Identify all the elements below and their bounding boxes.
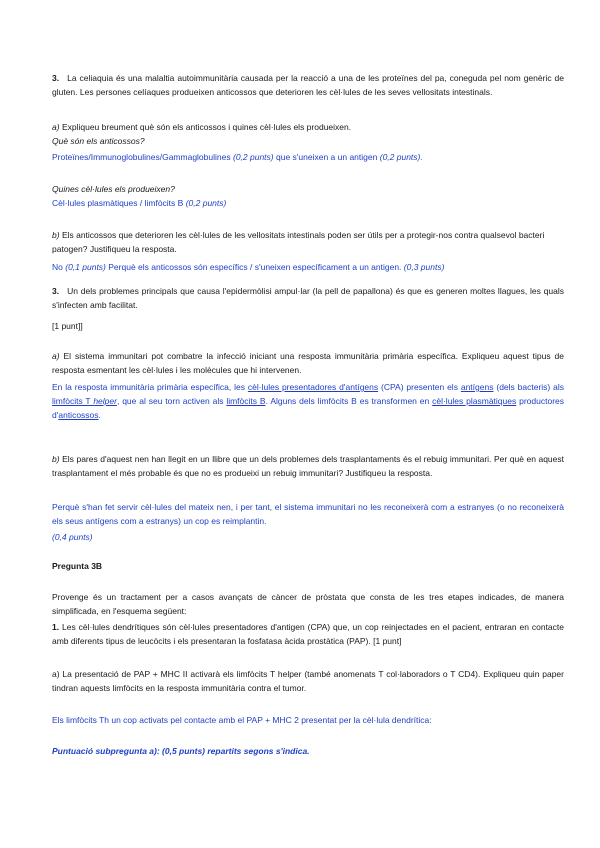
p3b-score: Puntuació subpregunta a): (0,5 punts) repartits segons s'indica.: [52, 746, 310, 756]
part-a-text: Expliqueu breument què són els anticossos i quines cèl·lules els produeixen.: [61, 122, 352, 132]
part-a-text: El sistema immunitari pot combatre la infecció iniciant una resposta immunitària primària específica. Expliqueu aquest tipus de resposta esmentant les cèl·lules i les molècules que hi intervenen.: [52, 351, 564, 376]
part-a-label: a): [52, 122, 60, 132]
answer-text: Perquè els anticossos són específics / s'uneixen específicament a un antigen.: [108, 262, 402, 272]
question-number: 3.: [52, 286, 60, 296]
q3a-intro-text: La celiaquia és una malaltia autoimmunitària causada per la reacció a una de les proteïnes del pa, coneguda pel nom genèric de gluten. Les persones celíaques produeixen anticossos que deterioren les cèl·lules de les seves vellositats intestinals.: [52, 73, 564, 98]
q3b-part-a-answer: [52, 380, 564, 423]
term-antigens: antígens: [460, 382, 494, 392]
q3b-points: [1 punt]]: [52, 321, 83, 331]
subquestion-2: Quines cèl·lules els produeixen?: [52, 184, 175, 194]
answer-text: , que al seu torn activen als: [116, 396, 224, 407]
term-text: limfòcits T: [52, 396, 91, 407]
answer-text: En la resposta immunitària primària específica, les: [52, 382, 245, 392]
part-b-answer: [52, 260, 564, 274]
p3b-part-a: [52, 667, 564, 695]
answer-text: No: [52, 262, 63, 272]
q3a-part-b: [52, 228, 564, 256]
p3b-answer: Els limfòcits Th un cop activats pel contacte amb el PAP + MHC 2 presentat per la cèl·lula dendrítica:: [52, 715, 432, 725]
part-b-label: b): [52, 230, 60, 240]
q3b-intro-text: Un dels problemes principals que causa l'epidermòlisi ampul·lar (la pell de papallona) és que es generen moltes llagues, les quals s'infecten amb facilitat.: [52, 286, 564, 311]
part-b-text: Els pares d'aquest nen han llegit en un llibre que un dels problemes dels trasplantaments és el rebuig immunitari. Per què en aquest trasplantament el més probable és que no es produeixi un rebuig immunitari? Justifiqueu la resposta.: [52, 454, 564, 479]
part-a-text: La presentació de PAP + MHC II activarà els limfòcits T helper (també anomenats T col·laboradors o T CD4). Expliqueu quin paper tindran aquests limfòcits en la resposta immunitària contra el tumor.: [52, 669, 564, 694]
answer-points: (0,2 punts): [232, 152, 274, 162]
answer-points: (0,1 punts): [65, 262, 106, 272]
q3b-intro: [52, 284, 564, 312]
answer-points: (0,3 punts): [403, 262, 445, 272]
answer-text: (dels bacteris) als: [496, 382, 564, 392]
answer-points: (0,2 punts).: [379, 152, 423, 162]
subquestion-1: Què són els anticossos?: [52, 136, 145, 146]
answer-text: que s'uneixen a un antigen: [276, 152, 378, 162]
q3b-part-a: [52, 349, 564, 377]
term-cpa: cèl·lules presentadores d'antígens: [247, 382, 379, 392]
term-anticossos: anticossos: [58, 410, 99, 421]
term-limfocits-t: [52, 396, 117, 406]
term-helper: helper: [93, 396, 117, 407]
q3a-part-a: [52, 120, 564, 134]
answer-text: productores d': [52, 396, 564, 421]
subquestion-2-answer: [52, 196, 564, 210]
item-text: Les cèl·lules dendrítiques són cèl·lules presentadores d'antigen (CPA) que, un cop reinjectades en el pacient, entraran en contacte amb diferents tipus de leucòcits i els presentaran la fosfatasa àcida prostàtica (PAP). [1 punt]: [52, 622, 564, 647]
item-number: 1.: [52, 622, 60, 632]
term-limfocits-b: limfòcits B: [226, 396, 266, 407]
q3b-part-b-answer: Perquè s'han fet servir cèl·lules del mateix nen, i per tant, el sistema immunitari no les reconeixerà com a estranyes (o no reconeixerà els seus antígens com a estranys) un cop es reimplantin.: [52, 502, 564, 527]
answer-text: Proteïnes/Immunoglobulines/Gammaglobulines: [52, 152, 231, 162]
p3b-intro: Provenge és un tractament per a casos avançats de càncer de pròstata que consta de les tres etapes indicades, de manera simplificada, en l'esquema següent:: [52, 592, 564, 617]
part-a-label: a): [52, 669, 60, 679]
term-plasmatiques: cèl·lules plasmàtiques: [432, 396, 517, 407]
section-title: Pregunta 3B: [52, 561, 103, 571]
q3a-intro: [52, 71, 564, 99]
subquestion-1-answer: [52, 150, 564, 164]
answer-text: .: [98, 410, 101, 421]
part-b-text: Els anticossos que deterioren les cèl·lules de les vellositats intestinals poden ser útils per a protegir-nos contra qualsevol bacteri patogen? Justifiqueu la resposta.: [52, 230, 545, 255]
q3b-part-b: [52, 452, 564, 480]
question-number: 3.: [52, 73, 60, 83]
answer-text: (CPA) presenten els: [381, 382, 458, 392]
part-b-label: b): [52, 454, 60, 464]
answer-text: . Alguns dels limfòcits B es transformen en: [265, 396, 430, 407]
answer-points: (0,2 punts): [185, 198, 227, 208]
p3b-item-1: [52, 620, 564, 648]
answer-points: (0,4 punts): [52, 532, 93, 542]
answer-text: Cèl·lules plasmàtiques / limfòcits B: [52, 198, 184, 208]
part-a-label: a): [52, 351, 60, 361]
